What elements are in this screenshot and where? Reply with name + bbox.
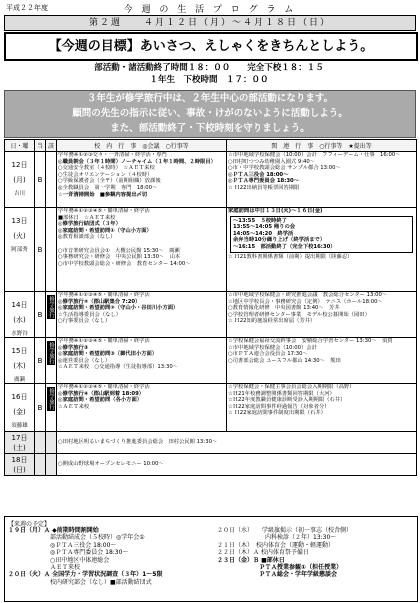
duty-cell (35, 432, 46, 454)
notice-box (4, 90, 416, 138)
school-trip-label: 修学旅行 (48, 296, 54, 318)
related-events: ☆学校保健会福祉交流幹事会 安積総合学習センター 13:30〜 須賀 ☆市中地域学校保健会（10:00）会計 ○市ＰＴＡ連合会役員会 17:30〜 ○司書部会総会 ユースフル都山 14:30〜 熊田 (227, 338, 417, 384)
day-cell: 18日 (日) (5, 454, 35, 476)
column-header: 該 (46, 140, 57, 152)
trip-cell (46, 292, 57, 338)
duty-cell: B (35, 152, 46, 208)
empty-cell (46, 454, 57, 476)
duty-cell: B (35, 292, 46, 338)
empty-cell (46, 208, 57, 292)
next-week-left: １９日（月）Ａ ◆前期時間割開始 部活動結成会（５校時）◎学年会① ◎ＰＴＡ三役会 18:00〜 ◎ＰＴＡ専門委員会 18:30〜 ○田中地区中体連総会 ＡＥＴ来校 ２０日（火）Ａ 全国学力・学習状況調査（３年）1〜5限 校内研究部会（なし）■部活動結団式 (8, 527, 163, 586)
day-cell: 15日 (木) 廣瀬 (5, 338, 35, 384)
table-header-row (5, 140, 417, 152)
page-header (4, 2, 416, 14)
table-row (5, 152, 417, 208)
table-row (5, 208, 417, 292)
day-cell: 17日 (土) (5, 432, 35, 454)
column-header: 当 (35, 140, 46, 152)
duty-cell: B (35, 208, 46, 292)
table-row (5, 432, 417, 454)
next-week-right: ２０日（水） 学級旗掲示（初一事志（校舎側） 内科検診（２年）13:30〜 ２１日（木） 校内体育会（運動・軽運動） ２２日（木）Ａ 校内体育祭予備日 ２３日（金）Ｂ ■部休日 ＰＴＡ授業参観①（担任授業） ＰＴＡ総会・学年学級懇談会 (217, 527, 353, 579)
related-events: ☆市中地域学校保健会（10:00）会計 フフィーデーム・仕事 16:00〜 ○田村町つつみ幼稚園入園式 9:40〜 ○市・中学校教頭会総会 サンプル都合 13:00〜 ◎ＰＴＡ三役会 18:00〜 ◎ＰＴＡ専門委員会 18:30〜 ☆ Ｈ22出納員等帳票回答期限 (227, 152, 417, 208)
next-week-schedule (4, 516, 418, 602)
school-events: 学年務※①②③④⑤・簡単清掃・終学活 ◎修学旅行③ ◎家庭訪問・希望訪問③（御代田小方面） ◎運営委員会（なし） ☆ＡＥＴ来校 ○交通指導（生徒指導部）13:30〜 (57, 338, 227, 384)
column-header: 関 連 行 事 ○行事等 ★提出等 (227, 140, 417, 152)
related-events: ☆市中地域学校保健会・研究推進会議 教会総合センター 13:00〜 ☆地区中学校長会・事務研究会（定例） テニス（ホール18:00〜 ○教育情報化研修 中央図書館 13:40〜 芳井 ○学校管理者研修センター事業 モデル校公募開始（岡田） ☆ Ｈ22知的施設経常出席届（芳井） (227, 292, 417, 338)
times-line-2: １年生 下校時間 １７：００ (149, 75, 269, 85)
notice-line: 顧問の先生の指示に従い、事故・けがのないように活動しよう。 (72, 108, 348, 119)
empty-cell (46, 432, 57, 454)
day-cell: 16日 (金) 須藤雄 (5, 384, 35, 432)
duty-cell: B (35, 384, 46, 432)
page-title: 今 週 の 生 活 プ ロ グ ラ ム (123, 5, 297, 15)
related-events: ☆学校保健会・保健主事会員会総会入期期限（高野） ☆Ｈ21年校務調整関係書類回答期限（大河） ☆Ｈ22年度教職員健康診断受診入期期限（石井） ☆Ｈ22家庭訪問事件経過報告（対象者分） ☆ Ｈ22家庭訪問事件制度出期限（石井） (227, 384, 417, 432)
schedule-table (4, 139, 417, 476)
table-row (5, 292, 417, 338)
trip-cell (46, 338, 57, 384)
trip-cell (46, 384, 57, 432)
duty-cell (35, 454, 46, 476)
related-events: 家庭訪問は中日１３日(火)〜１６日(金) 〜13:55 ５校時終了 13:55〜14:05 帰りの会 14:05〜14:20 終学活 余弁当時10分繰り上げ（終学活まで） 〜16:15 部活動終了（完全下校16:30） ☆ Ｈ21教科書関係書類（前期）提出期限（陸藤忍） (227, 208, 417, 292)
school-trip-label: 修学旅行 (48, 388, 54, 410)
column-header: 日・曜 (5, 140, 35, 152)
dismissal-times (4, 62, 414, 86)
times-line-1: 部活動・諸活動終了時間１８：００ 完全下校１８：１５ (94, 63, 324, 73)
school-trip-label: 修学旅行 (48, 342, 54, 364)
home-visit-schedule: 〜13:55 ５校時終了 13:55〜14:05 帰りの会 14:05〜14:20 終学活 余弁当時10分繰り上げ（終学活まで） 〜16:15 部活動終了（完全下校16:30） (230, 216, 413, 253)
day-cell: 12日 (月) 吉川 (5, 152, 35, 208)
table-row (5, 454, 417, 476)
weekend-events: ○田村地区明るいまちづくり推進委員会総会 田村公民館 13:30〜 (57, 432, 417, 454)
day-cell: 14日 (水) 水野谷 (5, 292, 35, 338)
fiscal-year: 平成２２年度 (6, 4, 48, 12)
table-row (5, 384, 417, 432)
table-row (5, 338, 417, 384)
next-week-title: 【来週の予定】 (8, 521, 51, 528)
week-range: 第２週 ４月１２日（月）〜４月１８日（日） (4, 15, 416, 31)
notice-line: ３年生が修学旅行中は、２年生中心の部活動になります。 (86, 93, 334, 104)
school-events: 学年務※①②③交々・一斉清掃・終学活・専門 ◎職員朝会（３年１時間）ノーチャイム（１年１時間、２時限目） ○交通安全教室（４校時） ☆ＡＥＴ来校 ○生徒会オリエンテーション（４校時） ○学級保護者会（全〒）（前期組織）放課後 ◎全教職員会 第一学期 専門 18:00〜 ☆一斉清掃開始 ■参観内容提出〆切 (57, 152, 227, 208)
weekly-goal: 【今週の目標】あいさつ、えしゃくをきちんとしよう。 (4, 32, 418, 61)
school-events: 学年務※①②③④⑤・簡単清掃・終学活 ◎修学旅行②（郡山駅集合 7:20） ◎家庭訪問・希望訪問②（守山小・谷田川小方面） ☆生活指導委員会（なし） ○行事委員会（なし） (57, 292, 227, 338)
column-header: 校 内 行 事 ◎会議 ○行事等 (57, 140, 227, 152)
weekend-events: ○開成山野球場オープンセレモニー 10:00〜 (57, 454, 417, 476)
day-cell: 13日 (火) 阿部秀 (5, 208, 35, 292)
school-events: 学年務※①②③④⑤・簡単清掃・終学活 ◎修学旅行④（郡山駅到着 18:09） ◎家庭訪問・希望訪問（各小方面） ☆ＡＥＴ来校 (57, 384, 227, 432)
school-events: 学年務※①②③④⑤・簡単清掃・終学活 ■部休日 ☆ＡＥＴ来校 ◎修学旅行結団式（３年） ◎家庭訪問・希望訪問①（守山小方面） ◎教育相談部会（なし） ○市音楽研究会員会① 大槻公民館 15:30〜 廣瀬 ○事務研究会・研修会 中央公民館 13:30〜 山本 ○市中学校教頭会総会・研修会 教育センター 14:00〜 (57, 208, 227, 292)
notice-line: また、部活動終了・下校時刻を守りましょう。 (110, 123, 310, 134)
duty-cell: B (35, 338, 46, 384)
empty-cell (46, 152, 57, 208)
